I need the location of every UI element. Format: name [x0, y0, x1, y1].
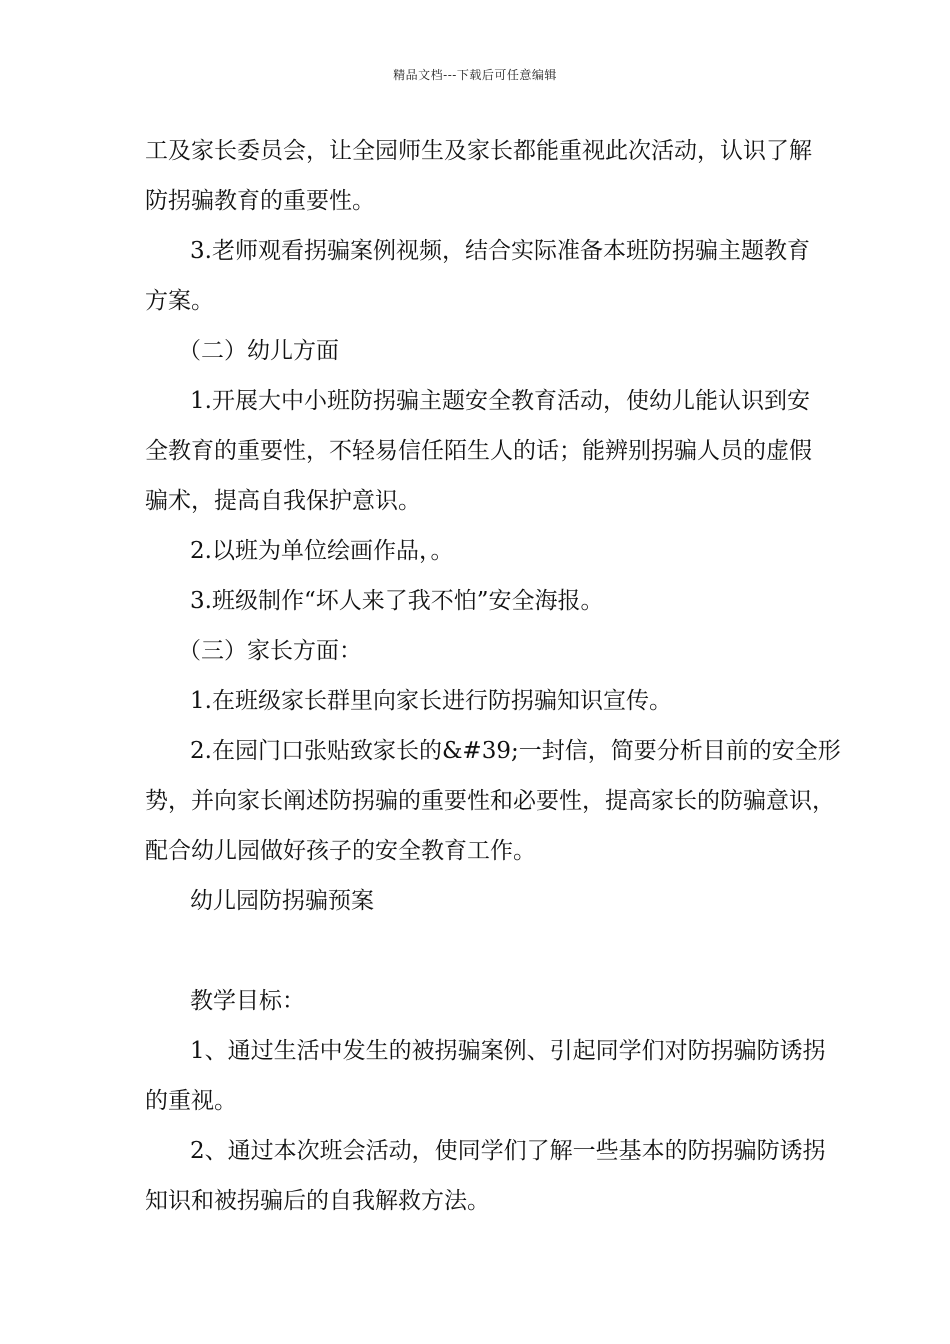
- section-heading: （二）幼儿方面: [178, 338, 339, 364]
- paragraph-line: 方案。: [145, 288, 214, 314]
- paragraph-line: 防拐骗教育的重要性。: [145, 188, 375, 214]
- paragraph-line: 骗术，提高自我保护意识。: [145, 488, 421, 514]
- paragraph-line: 2、通过本次班会活动，使同学们了解一些基本的防拐骗防诱拐: [190, 1138, 826, 1164]
- paragraph-line: 2.以班为单位绘画作品，。: [190, 538, 454, 564]
- section-heading: （三）家长方面：: [178, 638, 362, 664]
- paragraph-line: 1、通过生活中发生的被拐骗案例、引起同学们对防拐骗防诱拐: [190, 1038, 826, 1064]
- document-title: 幼儿园防拐骗预案: [190, 888, 374, 914]
- paragraph-line: 1.开展大中小班防拐骗主题安全教育活动，使幼儿能认识到安: [190, 388, 810, 414]
- paragraph-line: 3.班级制作“坏人来了我不怕”安全海报。: [190, 588, 604, 614]
- paragraph-line: 全教育的重要性，不轻易信任陌生人的话；能辨别拐骗人员的虚假: [145, 438, 812, 464]
- paragraph-line: 工及家长委员会，让全园师生及家长都能重视此次活动，认识了解: [145, 138, 812, 164]
- section-heading: 教学目标：: [190, 988, 305, 1014]
- paragraph-line: 3.老师观看拐骗案例视频，结合实际准备本班防拐骗主题教育: [190, 238, 810, 264]
- paragraph-line: 势，并向家长阐述防拐骗的重要性和必要性，提高家长的防骗意识，: [145, 788, 835, 814]
- paragraph-line: 1.在班级家长群里向家长进行防拐骗知识宣传。: [190, 688, 672, 714]
- paragraph-line: 的重视。: [145, 1088, 237, 1114]
- page-header: 精品文档---下载后可任意编辑: [393, 68, 557, 82]
- paragraph-line: 配合幼儿园做好孩子的安全教育工作。: [145, 838, 536, 864]
- paragraph-line: 2.在园门口张贴致家长的&#39;一封信，简要分析目前的安全形: [190, 738, 841, 764]
- paragraph-line: 知识和被拐骗后的自我解救方法。: [145, 1188, 490, 1214]
